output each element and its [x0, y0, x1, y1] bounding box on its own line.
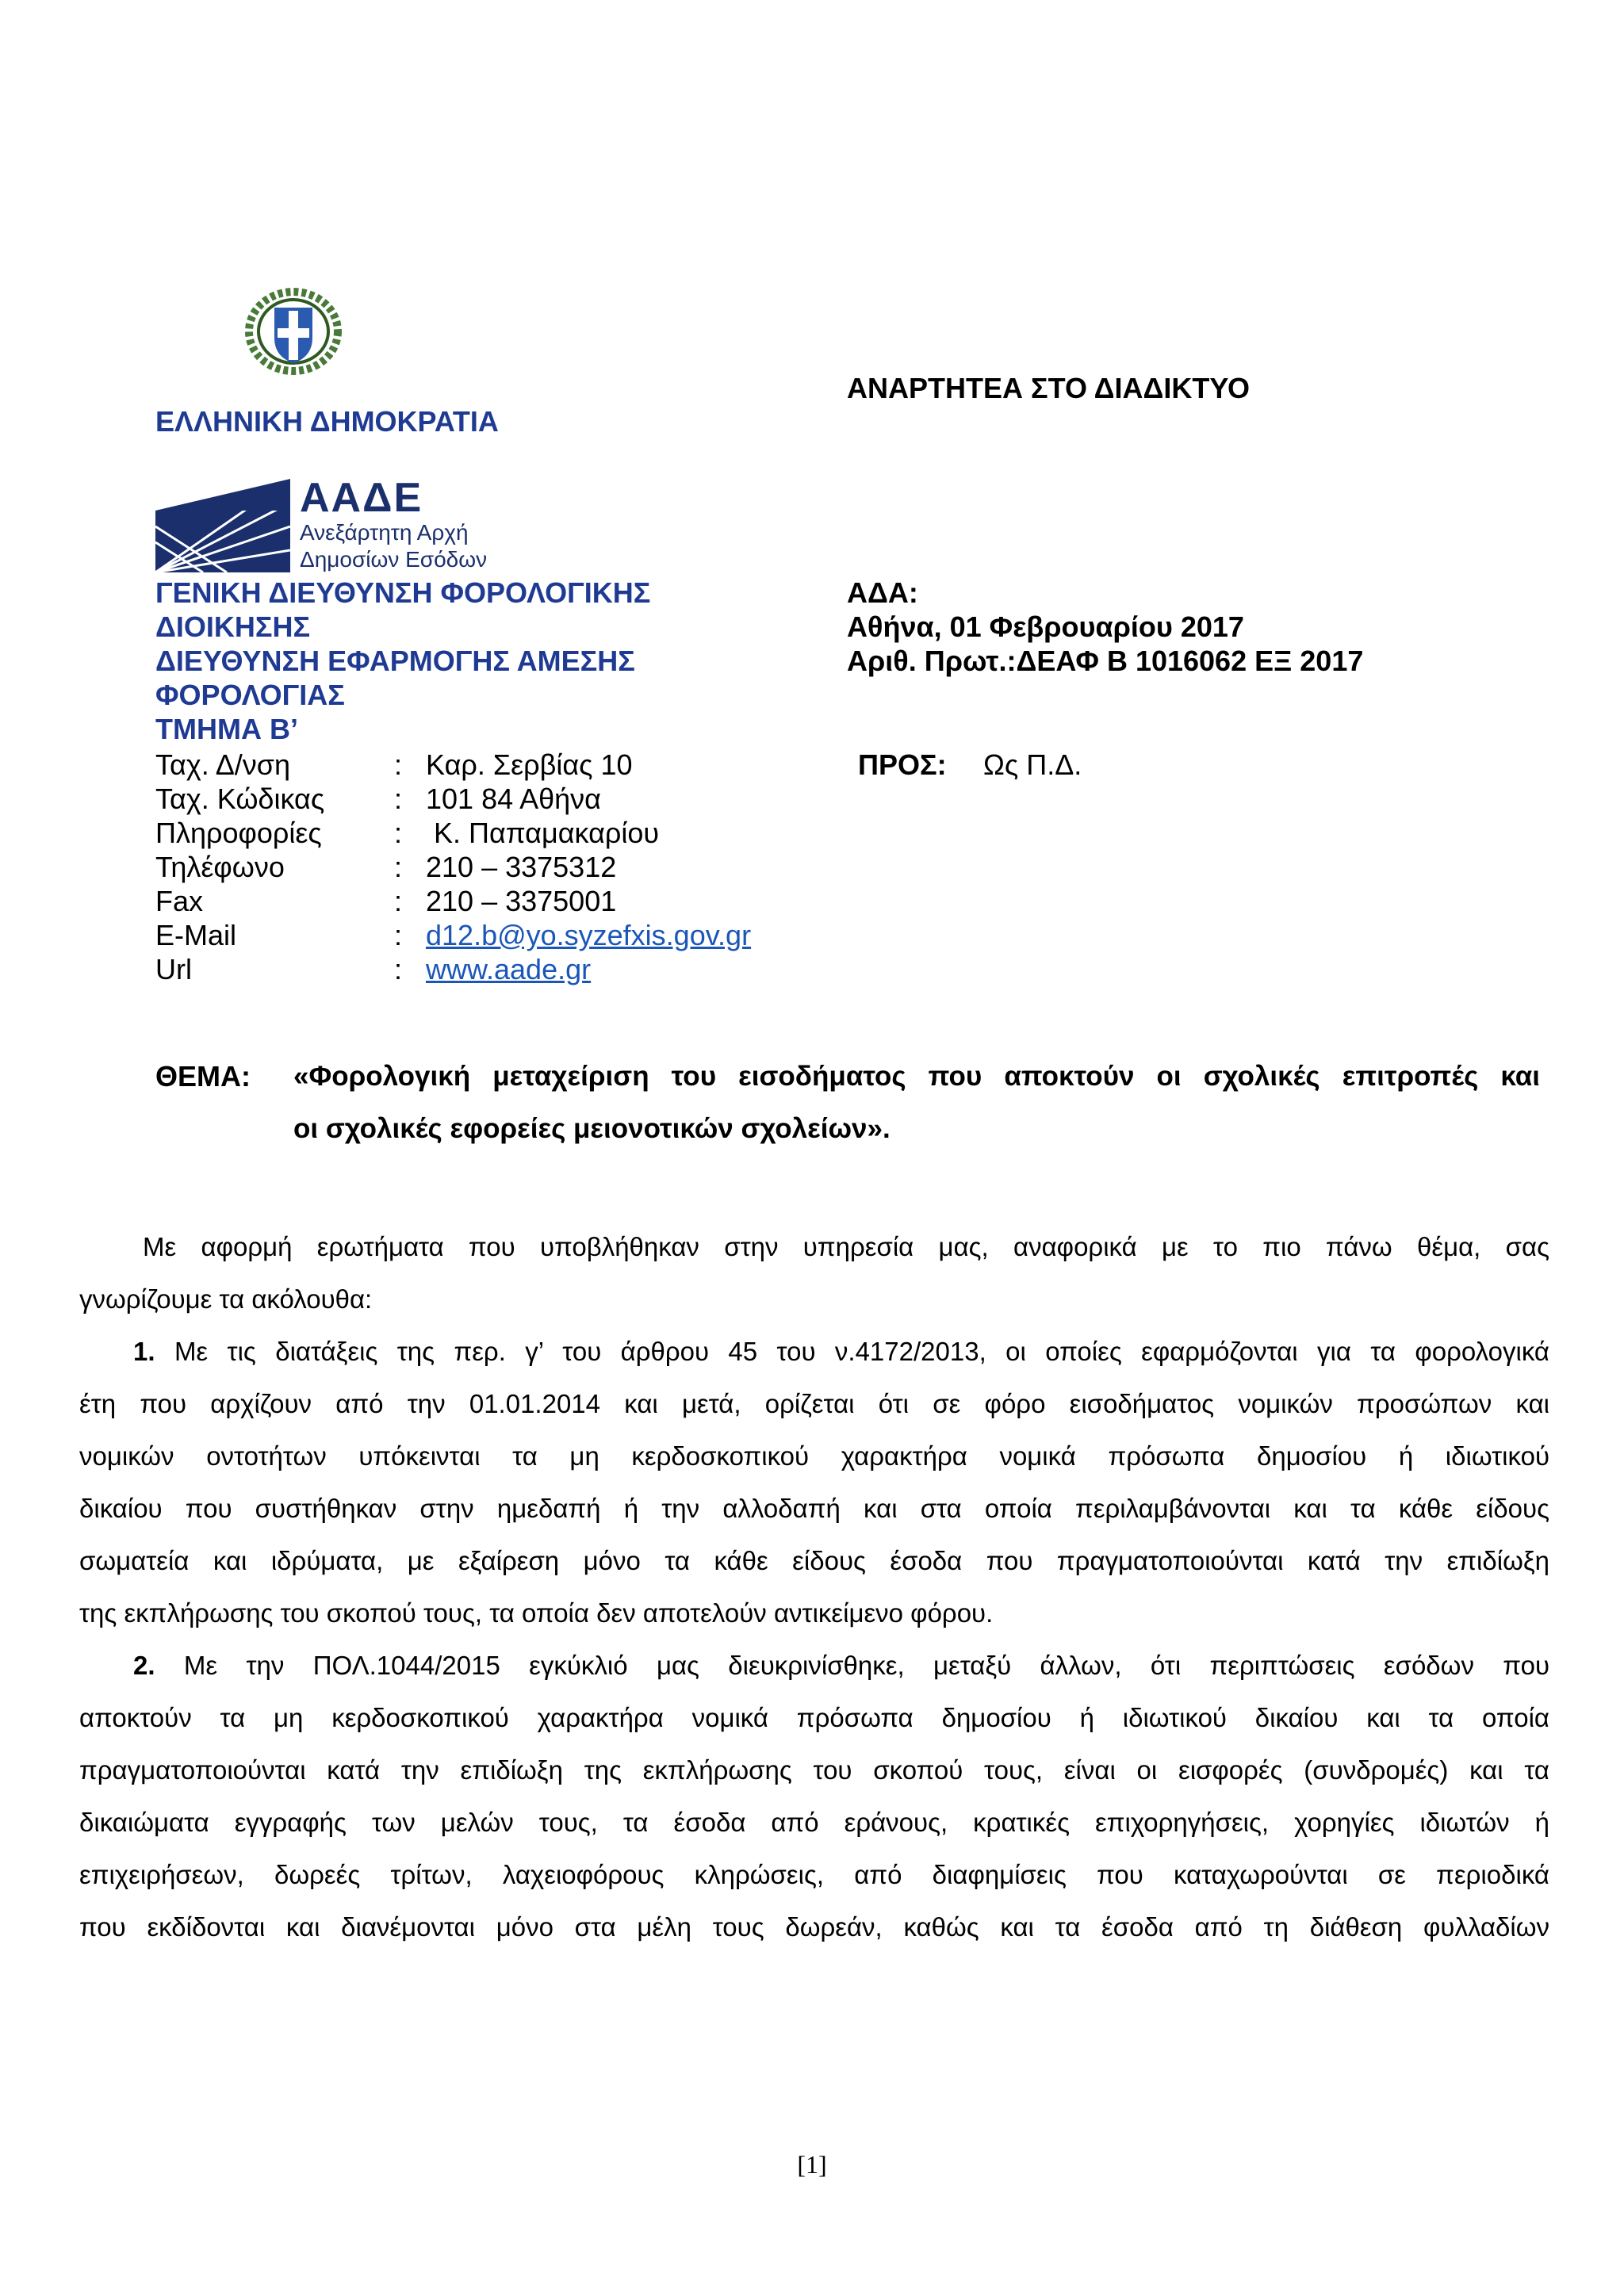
contact-value: Κ. Παπαμακαρίου [434, 817, 660, 849]
body-line: έτη που αρχίζουν από την 01.01.2014 και μετά, ορίζεται ότι σε φόρο εισοδήματος νομικών προσώπων και [79, 1389, 1549, 1418]
document-meta [847, 576, 1363, 678]
body-line: νομικών οντοτήτων υπόκεινται τα μη κερδοσκοπικού χαρακτήρα νομικά πρόσωπα δημοσίου ή ιδιωτικού [79, 1441, 1549, 1471]
contact-label: Url [155, 953, 192, 985]
email-link[interactable]: d12.b@yo.syzefxis.gov.gr [426, 919, 752, 951]
contact-label: Πληροφορίες [155, 817, 322, 849]
body-text [79, 1221, 1549, 1954]
contact-separator: : [394, 953, 403, 985]
hellenic-emblem-icon [243, 287, 344, 376]
body-line [79, 1640, 1549, 1692]
url-link[interactable]: www.aade.gr [426, 953, 592, 985]
body-line: γνωρίζουμε τα ακόλουθα: [79, 1284, 373, 1314]
contact-value: 210 – 3375001 [426, 885, 617, 917]
aade-logo [155, 475, 536, 572]
body-line: σωματεία και ιδρύματα, με εξαίρεση μόνο τα κάθε είδους έσοδα που πραγματοποιούνται κατά την επιδίωξη [79, 1546, 1549, 1575]
department-block [155, 576, 650, 746]
publish-notice: ΑΝΑΡΤΗΤΕΑ ΣΤΟ ΔΙΑΔΙΚΤΥΟ [847, 372, 1250, 404]
paragraph-text: Με τις διατάξεις της περ. γ’ του άρθρου 45 του ν.4172/2013, οι οποίες εφαρμόζονται για τα φορολογικά [174, 1337, 1549, 1366]
subject-line: οι σχολικές εφορείες μειονοτικών σχολείων». [293, 1113, 891, 1144]
aade-logo-mark-icon [155, 479, 290, 572]
body-line: που εκδίδονται και διανέμονται μόνο στα μέλη τους δωρεάν, καθώς και τα έσοδα από τη διάθεση φυλλαδίων [79, 1912, 1549, 1942]
department-line: ΔΙΕΥΘΥΝΣΗ ΕΦΑΡΜΟΓΗΣ ΑΜΕΣΗΣ [155, 645, 635, 677]
republic-title: ΕΛΛΗΝΙΚΗ ΔΗΜΟΚΡΑΤΙΑ [155, 405, 499, 438]
body-line: της εκπλήρωσης του σκοπού τους, τα οποία δεν αποτελούν αντικείμενο φόρου. [79, 1598, 994, 1628]
contact-separator: : [394, 851, 403, 883]
contact-label: Ταχ. Κώδικας [155, 783, 325, 815]
body-line: δικαίου που συστήθηκαν στην ημεδαπή ή την αλλοδαπή και στα οποία περιλαμβάνονται και τα κάθε είδους [79, 1494, 1549, 1523]
body-line: αποκτούν τα μη κερδοσκοπικού χαρακτήρα νομικά πρόσωπα δημοσίου ή ιδιωτικού δικαίου και τα οποία [79, 1703, 1549, 1732]
body-line: Με αφορμή ερωτήματα που υποβλήθηκαν στην υπηρεσία μας, αναφορικά με το πιο πάνω θέμα, σας [143, 1232, 1549, 1261]
subject-label: ΘΕΜΑ: [155, 1060, 251, 1093]
contact-separator: : [394, 885, 403, 917]
contact-separator: : [394, 919, 403, 951]
aade-logo-text: ΑΑΔΕ [300, 475, 423, 521]
contact-value: 101 84 Αθήνα [426, 783, 601, 815]
contact-separator: : [394, 783, 403, 815]
recipient-label: ΠΡΟΣ: [858, 748, 947, 781]
ada-label: ΑΔΑ: [847, 576, 918, 609]
contact-label: Fax [155, 885, 204, 917]
contact-separator: : [394, 748, 403, 781]
department-line: ΦΟΡΟΛΟΓΙΑΣ [155, 679, 345, 711]
recipient-value: Ως Π.Δ. [983, 748, 1082, 781]
body-line: δικαιώματα εγγραφής των μελών τους, τα έσοδα από εράνους, κρατικές επιχορηγήσεις, χορηγίες ιδιωτών ή [79, 1808, 1549, 1837]
department-line: ΓΕΝΙΚΗ ΔΙΕΥΘΥΝΣΗ ΦΟΡΟΛΟΓΙΚΗΣ [155, 576, 651, 609]
paragraph-text: Με την ΠΟΛ.1044/2015 εγκύκλιό μας διευκρινίσθηκε, μεταξύ άλλων, ότι περιπτώσεις εσόδων που [183, 1651, 1549, 1680]
protocol-number: Αριθ. Πρωτ.:ΔΕΑΦ Β 1016062 ΕΞ 2017 [847, 645, 1364, 677]
document-date: Αθήνα, 01 Φεβρουαρίου 2017 [847, 610, 1244, 643]
contact-label: E-Mail [155, 919, 237, 951]
body-line: πραγματοποιούνται κατά την επιδίωξη της εκπλήρωσης του σκοπού τους, είναι οι εισφορές (συνδρομές) και τα [79, 1755, 1549, 1785]
subject-line: «Φορολογική μεταχείριση του εισοδήματος που αποκτούν οι σχολικές επιτροπές και [293, 1061, 1540, 1092]
aade-subtitle-1: Ανεξάρτητη Αρχή [300, 520, 469, 545]
paragraph-number: 2. [133, 1651, 155, 1680]
contact-value: 210 – 3375312 [426, 851, 617, 883]
body-line: επιχειρήσεων, δωρεές τρίτων, λαχειοφόρους κληρώσεις, από διαφημίσεις που καταχωρούνται σε περιοδικά [79, 1860, 1549, 1889]
paragraph-number: 1. [133, 1337, 155, 1366]
contact-value: Καρ. Σερβίας 10 [426, 748, 633, 781]
contact-separator: : [394, 817, 403, 849]
department-line: ΤΜΗΜΑ Β’ [155, 713, 298, 745]
contact-label: Ταχ. Δ/νση [155, 748, 291, 781]
aade-subtitle-2: Δημοσίων Εσόδων [300, 547, 488, 572]
department-line: ΔΙΟΙΚΗΣΗΣ [155, 610, 311, 643]
page-number: [1] [797, 2150, 827, 2179]
contact-label: Τηλέφωνο [155, 851, 285, 883]
body-line [79, 1326, 1549, 1378]
